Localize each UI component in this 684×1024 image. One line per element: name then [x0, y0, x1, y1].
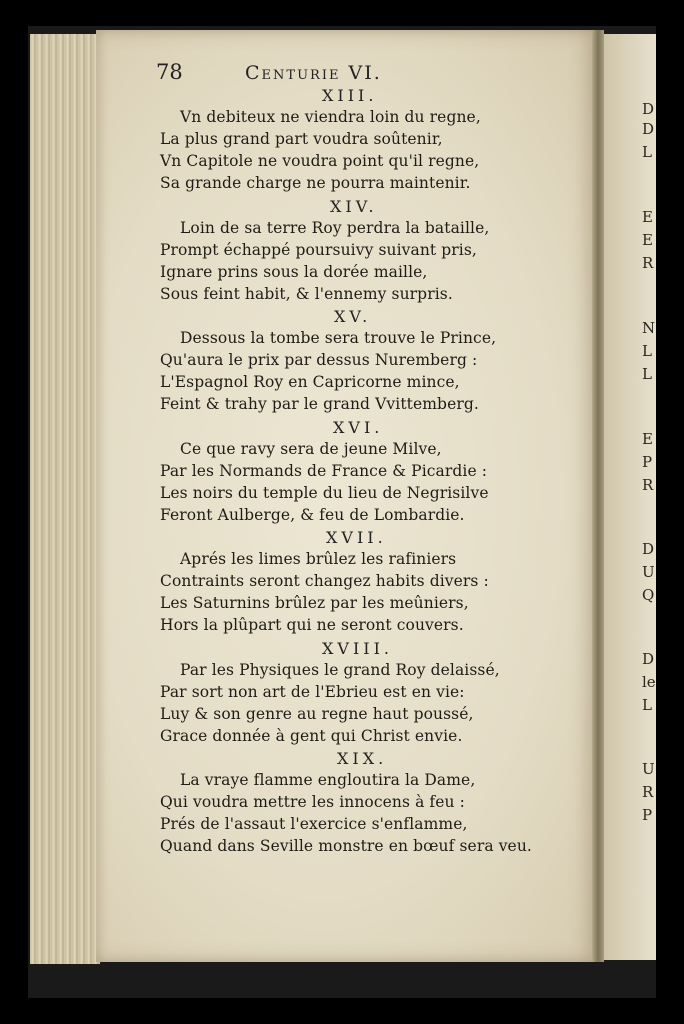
- facing-page-letter: P: [642, 453, 653, 471]
- facing-page-letter: U: [642, 563, 655, 581]
- quatrain-numeral: XV.: [334, 307, 372, 326]
- facing-page-letter: N: [642, 319, 656, 337]
- verse-line: Qu'aura le prix par dessus Nuremberg :: [160, 351, 478, 370]
- facing-page-letter: L: [642, 143, 652, 161]
- verse-line: Par sort non art de l'Ebrieu est en vie:: [160, 682, 465, 701]
- verse-line: Prompt échappé poursuivy suivant pris,: [160, 240, 477, 259]
- facing-page-letter: D: [642, 120, 655, 138]
- quatrain-numeral: XVII.: [326, 528, 387, 547]
- facing-page-letter: R: [642, 254, 654, 272]
- verse-line: Par les Physiques le grand Roy delaissé,: [180, 660, 500, 679]
- verse-line: Luy & son genre au regne haut poussé,: [160, 704, 474, 723]
- facing-page-letter: L: [642, 342, 652, 360]
- verse-line: Sa grande charge ne pourra maintenir.: [160, 174, 471, 193]
- verse-line: Dessous la tombe sera trouve le Prince,: [180, 329, 497, 348]
- facing-page-letter: R: [642, 476, 654, 494]
- facing-page-letter: Q: [642, 586, 655, 604]
- facing-page-letter: L: [642, 365, 652, 383]
- verse-line: Qui voudra mettre les innocens à feu :: [160, 793, 465, 812]
- verse-line: Les Saturnins brûlez par les meûniers,: [160, 594, 469, 613]
- facing-page-letter: E: [642, 208, 653, 226]
- verse-line: La plus grand part voudra soûtenir,: [160, 130, 443, 149]
- verse-line: Ignare prins sous la dorée maille,: [160, 262, 428, 281]
- verse-line: Hors la plûpart qui ne seront couvers.: [160, 616, 464, 635]
- quatrain-numeral: XVI.: [333, 417, 384, 437]
- verse-line: Vn Capitole ne voudra point qu'il regne,: [160, 152, 480, 171]
- verse-line: Grace donnée à gent qui Christ envie.: [160, 726, 463, 745]
- verse-line: Par les Normands de France & Picardie :: [160, 461, 488, 480]
- verse-line: Feront Aulberge, & feu de Lombardie.: [160, 505, 465, 524]
- verse-line: Prés de l'assaut l'exercice s'enflamme,: [160, 815, 468, 834]
- facing-page-letter: D: [642, 100, 655, 118]
- verse-line: Ce que ravy sera de jeune Milve,: [180, 439, 442, 458]
- facing-page-letter: le: [642, 673, 656, 691]
- facing-page: [604, 34, 656, 960]
- verse-line: Aprés les limes brûlez les rafiniers: [180, 550, 457, 569]
- quatrain-numeral: XVIII.: [322, 638, 393, 658]
- verse-line: Vn debiteux ne viendra loin du regne,: [180, 108, 481, 127]
- facing-page-letter: D: [642, 650, 655, 668]
- facing-page-letter: P: [642, 806, 653, 824]
- quatrain-numeral: XIII.: [322, 86, 378, 105]
- facing-page-letter: U: [642, 760, 655, 778]
- book-gutter: [592, 30, 604, 962]
- verse-line: Sous feint habit, & l'ennemy surpris.: [160, 284, 453, 303]
- verse-line: Feint & trahy par le grand Vvittemberg.: [160, 395, 479, 414]
- page-number: 78: [156, 60, 183, 84]
- facing-page-letter: E: [642, 430, 653, 448]
- facing-page-letter: E: [642, 231, 653, 249]
- facing-page-letter: L: [642, 696, 652, 714]
- verse-line: Contraints seront changez habits divers :: [160, 572, 489, 591]
- verse-line: Quand dans Seville monstre en bœuf sera veu.: [160, 837, 532, 856]
- verse-line: L'Espagnol Roy en Capricorne mince,: [160, 373, 460, 392]
- verse-line: Loin de sa terre Roy perdra la bataille,: [180, 218, 490, 237]
- running-head: Centurie VI.: [245, 62, 382, 84]
- facing-page-letter: D: [642, 540, 655, 558]
- facing-page-letter: R: [642, 783, 654, 801]
- quatrain-numeral: XIX.: [337, 749, 388, 768]
- quatrain-numeral: XIV.: [330, 196, 378, 216]
- verse-line: La vraye flamme engloutira la Dame,: [180, 771, 476, 790]
- verse-line: Les noirs du temple du lieu de Negrisilve: [160, 483, 489, 502]
- page-edges: [30, 34, 100, 964]
